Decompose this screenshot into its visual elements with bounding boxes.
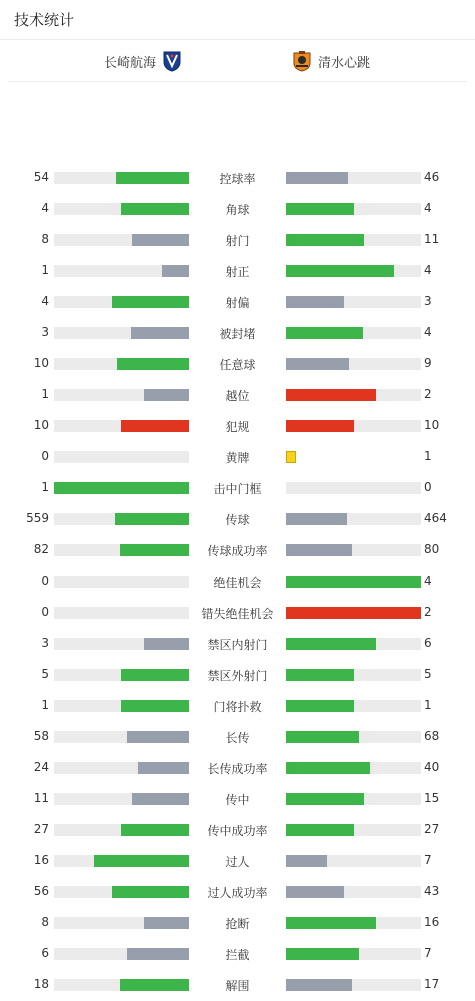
home-value: 82	[33, 542, 49, 557]
home-value: 4	[41, 294, 49, 309]
stat-row	[0, 287, 475, 318]
home-bar-track	[54, 576, 189, 588]
home-value: 1	[41, 697, 49, 712]
home-value: 27	[33, 821, 49, 836]
home-value: 10	[33, 356, 49, 371]
away-value: 2	[424, 387, 432, 402]
away-bar-track	[286, 544, 421, 556]
home-bar-fill	[144, 638, 189, 650]
home-value: 56	[33, 883, 49, 898]
stat-row	[0, 473, 475, 504]
away-bar-track	[286, 203, 421, 215]
stat-row	[0, 784, 475, 815]
away-value: 7	[424, 946, 432, 960]
home-bar-fill	[121, 824, 189, 836]
away-bar-fill	[286, 544, 352, 556]
stat-label: 犯规	[225, 420, 250, 435]
stat-label: 任意球	[219, 358, 256, 373]
stat-label: 角球	[225, 203, 250, 218]
stat-label: 解围	[225, 979, 250, 994]
home-value: 24	[33, 759, 49, 774]
home-bar-fill	[132, 234, 189, 246]
away-value: 1	[424, 697, 432, 712]
stat-label: 传球	[225, 513, 250, 528]
away-bar-track	[286, 855, 421, 867]
home-value: 18	[33, 977, 49, 992]
away-value: 10	[424, 418, 440, 433]
home-bar-track	[54, 731, 189, 743]
away-bar-fill	[286, 793, 364, 805]
home-bar-fill	[117, 358, 189, 370]
home-bar-fill	[121, 420, 189, 432]
home-bar-track	[54, 234, 189, 246]
home-value: 10	[33, 418, 49, 433]
home-bar-fill	[116, 172, 189, 184]
home-bar-track	[54, 979, 189, 991]
stat-row	[0, 225, 475, 256]
away-team-logo-icon	[292, 50, 312, 72]
home-bar-fill	[121, 669, 189, 681]
away-value: 4	[424, 263, 432, 278]
home-bar-fill	[120, 544, 189, 556]
home-bar-track	[54, 793, 189, 805]
away-value: 5	[424, 666, 432, 681]
stat-row	[0, 504, 475, 535]
stat-label: 传中成功率	[207, 823, 268, 838]
away-bar-track	[286, 576, 421, 588]
stat-label: 过人	[225, 854, 250, 869]
home-bar-fill	[121, 203, 189, 215]
home-bar-track	[54, 513, 189, 525]
stat-row	[0, 535, 475, 566]
away-bar-track	[286, 948, 421, 960]
home-bar-fill	[112, 886, 189, 898]
away-value: 68	[424, 728, 440, 743]
stat-label: 射正	[225, 265, 250, 280]
away-value: 6	[424, 635, 432, 650]
home-bar-fill	[131, 327, 189, 339]
stat-row	[0, 629, 475, 660]
home-bar-track	[54, 700, 189, 712]
away-bar-fill	[286, 234, 364, 246]
teams-header	[8, 40, 467, 82]
away-bar-track	[286, 327, 421, 339]
away-value: 27	[424, 821, 440, 836]
stat-row	[0, 411, 475, 442]
away-bar-track	[286, 389, 421, 401]
away-value: 17	[424, 977, 440, 992]
away-value: 80	[424, 542, 440, 557]
home-bar-track	[54, 203, 189, 215]
away-bar-track	[286, 358, 421, 370]
away-bar-track	[286, 265, 421, 277]
home-bar-fill	[132, 793, 189, 805]
stat-label: 射门	[225, 234, 250, 249]
away-team-name: 清水心跳	[318, 55, 371, 71]
away-bar-fill	[286, 855, 327, 867]
home-bar-fill	[162, 265, 189, 277]
away-bar-fill	[286, 358, 349, 370]
stat-row	[0, 908, 475, 939]
away-bar-fill	[286, 203, 354, 215]
home-bar-track	[54, 669, 189, 681]
stat-label: 禁区内射门	[207, 637, 268, 652]
home-bar-fill	[138, 762, 189, 774]
away-bar-track	[286, 700, 421, 712]
stat-row	[0, 753, 475, 784]
stat-row	[0, 163, 475, 194]
home-bar-track	[54, 638, 189, 650]
home-bar-fill	[112, 296, 189, 308]
home-bar-fill	[115, 513, 189, 525]
home-value: 5	[41, 666, 49, 681]
home-bar-track	[54, 358, 189, 370]
home-value: 16	[33, 852, 49, 867]
away-value: 46	[424, 170, 440, 184]
home-value: 0	[41, 604, 49, 619]
away-bar-fill	[286, 327, 363, 339]
home-bar-track	[54, 420, 189, 432]
home-value: 0	[41, 449, 49, 464]
home-team[interactable]	[104, 50, 182, 72]
page-title: 技术统计	[0, 0, 475, 40]
home-value: 559	[26, 511, 49, 526]
home-bar-track	[54, 855, 189, 867]
stat-label: 抢断	[225, 916, 250, 931]
away-value: 43	[424, 883, 440, 898]
stat-label: 长传	[225, 730, 250, 745]
yellow-card-icon	[286, 451, 296, 463]
away-bar-track	[286, 762, 421, 774]
away-bar-fill	[286, 700, 354, 712]
stat-label: 错失绝佳机会	[201, 606, 274, 621]
away-value: 4	[424, 325, 432, 340]
away-value: 15	[424, 790, 440, 805]
away-bar-track	[286, 731, 421, 743]
stat-label: 传球成功率	[207, 544, 268, 559]
away-bar-track	[286, 824, 421, 836]
away-bar-track	[286, 669, 421, 681]
stat-label: 禁区外射门	[207, 668, 268, 683]
stat-row	[0, 815, 475, 846]
away-bar-track	[286, 172, 421, 184]
away-value: 4	[424, 573, 432, 588]
stat-label: 控球率	[219, 172, 256, 186]
away-value: 3	[424, 294, 432, 309]
home-bar-fill	[121, 700, 189, 712]
away-value: 7	[424, 852, 432, 867]
home-bar-track	[54, 762, 189, 774]
away-bar-fill	[286, 979, 352, 991]
stat-row	[0, 567, 475, 598]
home-bar-track	[54, 544, 189, 556]
stat-row	[0, 846, 475, 877]
home-bar-track	[54, 451, 189, 463]
home-bar-track	[54, 824, 189, 836]
away-value: 9	[424, 356, 432, 371]
stat-label: 门将扑救	[213, 699, 262, 714]
home-bar-track	[54, 482, 189, 494]
away-bar-fill	[286, 172, 348, 184]
home-bar-fill	[127, 948, 189, 960]
home-bar-fill	[127, 731, 189, 743]
away-bar-track	[286, 886, 421, 898]
away-bar-fill	[286, 576, 421, 588]
home-bar-fill	[120, 979, 189, 991]
away-bar-fill	[286, 265, 394, 277]
stat-row	[0, 660, 475, 691]
away-bar-fill	[286, 296, 344, 308]
home-value: 8	[41, 914, 49, 929]
home-bar-track	[54, 948, 189, 960]
home-bar-fill	[54, 482, 189, 494]
away-bar-track	[286, 607, 421, 619]
home-bar-track	[54, 327, 189, 339]
away-value: 4	[424, 201, 432, 216]
stat-row	[0, 349, 475, 380]
away-bar-track	[286, 296, 421, 308]
home-value: 1	[41, 263, 49, 278]
away-bar-fill	[286, 513, 347, 525]
stat-row	[0, 442, 475, 473]
home-bar-track	[54, 607, 189, 619]
stat-row	[0, 939, 475, 970]
home-value: 8	[41, 232, 49, 247]
stat-row	[0, 256, 475, 287]
away-bar-fill	[286, 824, 354, 836]
away-bar-fill	[286, 638, 376, 650]
away-bar-fill	[286, 886, 344, 898]
away-bar-fill	[286, 420, 354, 432]
stat-row	[0, 722, 475, 753]
away-value: 2	[424, 604, 432, 619]
home-value: 3	[41, 325, 49, 340]
stat-label: 传中	[225, 792, 250, 807]
stat-label: 被封堵	[219, 327, 256, 342]
stat-label: 越位	[225, 389, 250, 404]
stat-label: 拦截	[225, 948, 250, 962]
home-value: 1	[41, 480, 49, 495]
away-value: 464	[424, 511, 447, 526]
home-value: 6	[41, 946, 49, 960]
stat-row	[0, 194, 475, 225]
away-bar-track	[286, 513, 421, 525]
home-bar-fill	[144, 389, 189, 401]
home-value: 58	[33, 728, 49, 743]
home-value: 4	[41, 201, 49, 216]
stat-label: 击中门框	[213, 482, 262, 497]
home-bar-fill	[94, 855, 189, 867]
away-bar-fill	[286, 762, 370, 774]
away-bar-fill	[286, 607, 421, 619]
away-value: 11	[424, 232, 440, 247]
away-bar-fill	[286, 669, 354, 681]
away-bar-track	[286, 638, 421, 650]
away-bar-fill	[286, 731, 359, 743]
away-value: 0	[424, 480, 432, 495]
stat-label: 绝佳机会	[213, 575, 262, 590]
away-team[interactable]	[292, 50, 370, 72]
away-bar-fill	[286, 389, 376, 401]
home-bar-track	[54, 296, 189, 308]
stat-label: 射偏	[225, 296, 250, 311]
home-value: 0	[41, 573, 49, 588]
home-team-logo-icon	[162, 50, 182, 72]
stat-label: 黄牌	[225, 451, 250, 466]
home-value: 3	[41, 635, 49, 650]
stat-row	[0, 970, 475, 1001]
away-bar-track	[286, 482, 421, 494]
away-bar-track	[286, 234, 421, 246]
home-value: 54	[33, 170, 49, 184]
away-value: 40	[424, 759, 440, 774]
away-bar-track	[286, 979, 421, 991]
away-value: 16	[424, 914, 440, 929]
away-bar-track	[286, 793, 421, 805]
home-value: 11	[33, 790, 49, 805]
stat-row	[0, 598, 475, 629]
home-value: 1	[41, 387, 49, 402]
away-value: 1	[424, 449, 432, 464]
home-bar-track	[54, 886, 189, 898]
home-bar-track	[54, 389, 189, 401]
away-bar-fill	[286, 948, 359, 960]
home-bar-track	[54, 265, 189, 277]
stat-label: 长传成功率	[207, 761, 268, 776]
stat-row	[0, 877, 475, 908]
home-bar-track	[54, 172, 189, 184]
home-team-name: 长崎航海	[103, 55, 156, 71]
stat-row	[0, 318, 475, 349]
stat-label: 过人成功率	[207, 885, 268, 900]
stat-row	[0, 380, 475, 411]
away-bar-track	[286, 420, 421, 432]
stat-row	[0, 691, 475, 722]
